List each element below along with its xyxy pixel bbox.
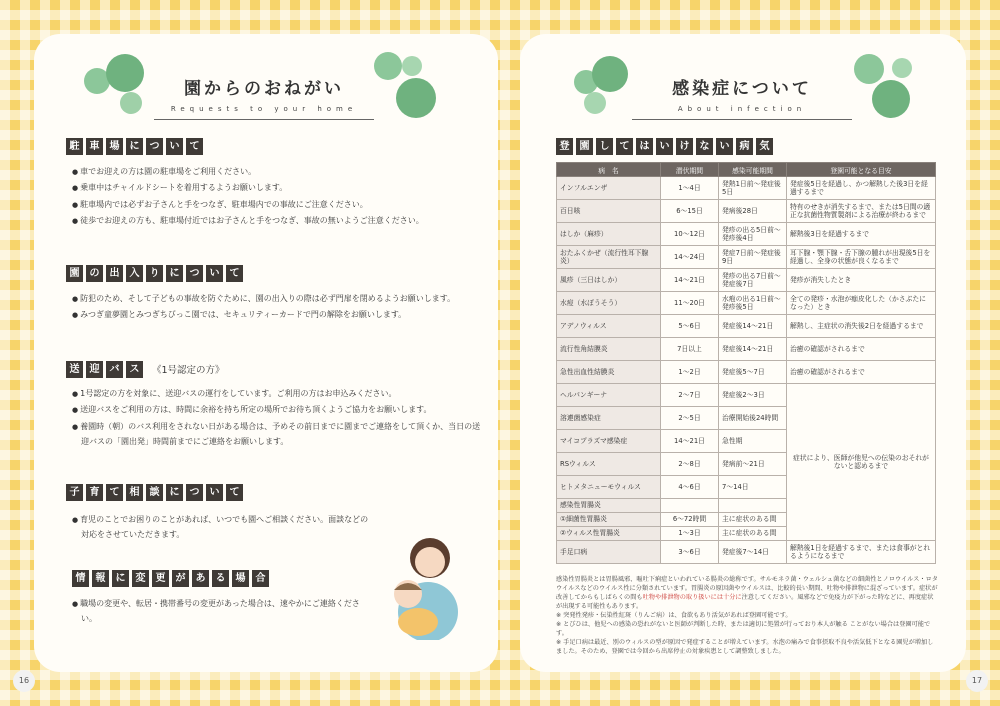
parking-bullets [72,164,482,229]
note-text: 注意してください。風邪などで免疫力が下がった時などに、再度症状が出現する可能性もあります。 [556,593,934,610]
section-heading-entrance [66,263,246,283]
bullet-item: ● 育児のことでお困りのことがあれば、いつでも園へご相談ください。面談などの対応をさせていただきます。 [72,512,372,542]
incubation-period: 10〜12日 [661,223,719,246]
return-guideline: 耳下腺・顎下腺・舌下腺の腫れが出現後5日を経過し、全身の状態が良くなるまで [787,246,936,269]
infectious-period: 水疱の出る1日前〜発疹後5日 [719,292,787,315]
table-body [557,177,936,564]
page-title: 園からのおねがい [184,79,344,99]
heading-char: 車 [86,138,103,155]
heading-char: 報 [92,570,109,587]
disease-name: おたふくかぜ（流行性耳下腺炎） [557,246,661,269]
section-heading-parking [66,136,206,156]
column-header: 潜伏期間 [661,163,719,177]
table-row [557,246,936,269]
disease-name: 急性出血性結膜炎 [557,361,661,384]
note-hfmd: ※ 手足口病は最近、別のウィルスの型が原因で発症することが増えています。水泡の痛みで食事摂取不良や活気低下となる園児が増加しました。そのため、登園では今回から出席停止の対象疾患として調整致しました。 [556,638,934,655]
heading-char: る [212,570,229,587]
heading-char: 更 [152,570,169,587]
incubation-period: 6〜72時間 [661,513,719,527]
title-underline-right [632,119,852,120]
disease-name: 手足口病 [557,541,661,564]
page-number-right: 17 [966,670,988,692]
incubation-period: 11〜20日 [661,292,719,315]
infectious-period: 主に症状のある間 [719,513,787,527]
infectious-period: 発症後14〜21日 [719,315,787,338]
bullet-item: ● 送迎バスをご利用の方は、時間に余裕を持ち所定の場所でお待ち頂くようご協力をお願いします。 [72,402,482,417]
bullet-item: ● 徒歩でお迎えの方も、駐車場付近ではお子さんと手をつなぎ、事故の無いようご注意ください。 [72,213,482,228]
table-row [557,177,936,200]
page-title-right: 感染症について [672,79,812,99]
bullet-item: ● みつぎ童夢園とみつぎちびっこ園では、セキュリティーカードで門の解除をお願いします。 [72,307,482,322]
incubation-period [661,499,719,513]
heading-char: ス [126,361,143,378]
disease-name: RSウィルス [557,453,661,476]
incubation-period: 1〜4日 [661,177,719,200]
heading-char: 相 [126,484,143,501]
right-page [520,34,966,672]
infectious-period: 発疹の出る7日前〜発症後7日 [719,269,787,292]
return-guideline: 治癒の確認がされるまで [787,361,936,384]
heading-char: 園 [576,138,593,155]
heading-char: 送 [66,361,83,378]
bullet-item: ● 駐車場内では必ずお子さんと手をつなぎ、駐車場内での事故にご注意ください。 [72,197,482,212]
incubation-period: 14〜24日 [661,246,719,269]
disease-name: マイコプラズマ感染症 [557,430,661,453]
infectious-period: 発症後5〜7日 [719,361,787,384]
note-roseola: ※ 突発性発疹・伝染性紅斑（りんご病）は、食欲もあり活気があれば登園可能です。 [556,611,792,619]
clover-decoration-icon [584,92,606,114]
heading-char: 駐 [66,138,83,155]
heading-char: し [596,138,613,155]
column-header: 感染可能期間 [719,163,787,177]
clover-decoration-icon [872,80,910,118]
note-warning-text: 吐物や排泄物の取り扱いには十分に [642,593,742,601]
disease-name: 百日咳 [557,200,661,223]
incubation-period: 1〜3日 [661,527,719,541]
incubation-period: 5〜6日 [661,315,719,338]
left-page [34,34,498,672]
section-heading-bus [66,359,225,379]
heading-char: バ [106,361,123,378]
disease-name: 水痘（水ぼうそう） [557,292,661,315]
return-guideline: 解熱後3日を経過するまで [787,223,936,246]
infectious-period [719,499,787,513]
note-text: 感染性胃腸炎とは胃腸風邪、嘔吐下痢症といわれている腸炎の総称です。サルモネラ菌・ウェルシュ菌などの細菌性とノロウイルス・ロタウイルスなどのウイルス性に分類されています。胃腸炎の原因菌やウイルスは、比較的長い期間、吐物や排泄物に混ざっています。症状が改善してからもしばらくの間も [556,576,938,601]
incubation-period: 7日以上 [661,338,719,361]
note-impetigo: ※ とびひは、他児への感染の恐れがないと医師が判断した時、または適切に処置が行っており本人が触る ことがない場合は登園可能です。 [556,620,931,637]
heading-char: 登 [556,138,573,155]
bullet-item: ● 職場の変更や、転居・携帯番号の変更があった場合は、速やかにご連絡ください。 [72,596,372,626]
infectious-period: 発症7日前〜発症後9日 [719,246,787,269]
infection-table [556,162,936,564]
infectious-period: 7〜14日 [719,476,787,499]
return-guideline: 発疹が消失したとき [787,269,936,292]
return-guideline-shared: 症状により、医師が他児への伝染のおそれがないと認めるまで [787,384,936,541]
table-row [557,541,936,564]
disease-name: インフルエンザ [557,177,661,200]
table-notes [556,576,938,657]
infectious-period: 急性期 [719,430,787,453]
heading-char: い [716,138,733,155]
heading-char: て [186,138,203,155]
heading-char: て [616,138,633,155]
infectious-period: 発症後14〜21日 [719,338,787,361]
heading-char: 病 [736,138,753,155]
heading-char: が [172,570,189,587]
heading-char: に [166,484,183,501]
disease-name: ②ウィルス性胃腸炎 [557,527,661,541]
incubation-period: 1〜2日 [661,361,719,384]
return-guideline: 解熱し、主症状の消失後2日を経過するまで [787,315,936,338]
infectious-period: 発症後2〜3日 [719,384,787,407]
clover-decoration-icon [592,56,628,92]
heading-char: 場 [106,138,123,155]
return-guideline: 解熱後1日を経過するまで、または食事がとれるようになるまで [787,541,936,564]
disease-name: 流行性角結膜炎 [557,338,661,361]
incubation-period: 14〜21日 [661,269,719,292]
heading-char: に [126,138,143,155]
clover-decoration-icon [106,54,144,92]
page-subtitle-right: About infection [677,105,807,113]
infectious-period: 発病後28日 [719,200,787,223]
disease-name: ①細菌性胃腸炎 [557,513,661,527]
infectious-period: 治療開始後24時間 [719,407,787,430]
heading-char: い [166,138,183,155]
heading-char: 迎 [86,361,103,378]
heading-char: に [166,265,183,282]
heading-char: り [146,265,163,282]
note-gastroenteritis [556,576,938,612]
heading-char: て [106,484,123,501]
heading-char: つ [186,265,203,282]
column-header: 病 名 [557,163,661,177]
column-header: 登園可能となる目安 [787,163,936,177]
table-header-row [557,163,936,177]
clover-decoration-icon [396,78,436,118]
heading-subtext: 《1号認定の方》 [152,365,225,376]
clover-decoration-icon [892,58,912,78]
table-row [557,200,936,223]
disease-name: アデノウィルス [557,315,661,338]
disease-name: 溶連菌感染症 [557,407,661,430]
bullet-item: ● 防犯のため、そして子どもの事故を防ぐために、園の出入りの際は必ず門扉を閉めるようお願いします。 [72,291,482,306]
page-subtitle: Requests to your home [170,105,358,113]
return-guideline: 発症後5日を経過し、かつ解熱した後3日を経過するまで [787,177,936,200]
table-row [557,315,936,338]
heading-char: は [636,138,653,155]
bullet-item: ● 乗車中はチャイルドシートを着用するようお願いします。 [72,180,482,195]
bullet-item: ● 車でお迎えの方は園の駐車場をご利用ください。 [72,164,482,179]
heading-char: な [696,138,713,155]
incubation-period: 4〜6日 [661,476,719,499]
clover-decoration-icon [374,52,402,80]
return-guideline: 特有のせきが消失するまで、または5日間の適正な抗菌性物質製剤による治療が終わるまで [787,200,936,223]
disease-name: ヒトメタニューモウィルス [557,476,661,499]
clover-decoration-icon [854,54,884,84]
page-number-left: 16 [13,670,35,692]
entrance-bullets [72,291,482,324]
consultation-bullets [72,512,372,543]
infectious-period: 発熱1日前〜発症後5日 [719,177,787,200]
heading-char: 気 [756,138,773,155]
return-guideline: 治癒の確認がされるまで [787,338,936,361]
heading-char: 場 [232,570,249,587]
clover-decoration-icon [120,92,142,114]
bus-bullets [72,386,482,450]
table-row [557,384,936,407]
heading-char: の [86,265,103,282]
heading-char: 出 [106,265,123,282]
incubation-period: 2〜8日 [661,453,719,476]
heading-char: い [206,265,223,282]
section-heading-info-change [72,568,272,588]
bullet-item: ● 養園時（朝）のバス利用をされない日がある場合は、予めその前日までに園までご連絡をして頂くか、当日の送迎バスの「園出発」時間前までにご連絡をお願いします。 [72,419,482,449]
heading-char: 子 [66,484,83,501]
table-row [557,292,936,315]
section-heading-banned-illness [556,136,776,156]
incubation-period: 6〜15日 [661,200,719,223]
title-underline [154,119,374,120]
heading-char: 変 [132,570,149,587]
table-row [557,269,936,292]
heading-char: け [676,138,693,155]
disease-name: はしか（麻疹） [557,223,661,246]
incubation-period: 2〜7日 [661,384,719,407]
heading-char: あ [192,570,209,587]
table-row [557,223,936,246]
heading-char: て [226,484,243,501]
infectious-period: 発疹の出る5日前〜発疹後4日 [719,223,787,246]
heading-char: い [206,484,223,501]
disease-group-name: 感染性胃腸炎 [557,499,661,513]
infectious-period: 発病前〜21日 [719,453,787,476]
page-title-block-right [632,70,852,142]
heading-char: 談 [146,484,163,501]
heading-char: つ [146,138,163,155]
disease-name: ヘルパンギーナ [557,384,661,407]
clover-decoration-icon [402,56,422,76]
heading-char: つ [186,484,203,501]
heading-char: 育 [86,484,103,501]
incubation-period: 3〜6日 [661,541,719,564]
info-change-bullets [72,596,372,627]
bullet-item: ● 1号認定の方を対象に、送迎バスの運行をしています。ご利用の方はお申込みください。 [72,386,482,401]
mother-and-baby-illustration [380,528,470,640]
incubation-period: 14〜21日 [661,430,719,453]
page-title-block [154,70,374,142]
heading-char: て [226,265,243,282]
heading-char: 入 [126,265,143,282]
heading-char: い [656,138,673,155]
heading-char: に [112,570,129,587]
section-heading-consultation [66,482,246,502]
disease-name: 風疹（三日はしか） [557,269,661,292]
infectious-period: 主に症状のある間 [719,527,787,541]
table-row [557,361,936,384]
heading-char: 合 [252,570,269,587]
incubation-period: 2〜5日 [661,407,719,430]
infectious-period: 発症後7〜14日 [719,541,787,564]
heading-char: 園 [66,265,83,282]
table-row [557,338,936,361]
return-guideline: 全ての発疹・水泡が痂皮化した（かさぶたになった）とき [787,292,936,315]
heading-char: 情 [72,570,89,587]
